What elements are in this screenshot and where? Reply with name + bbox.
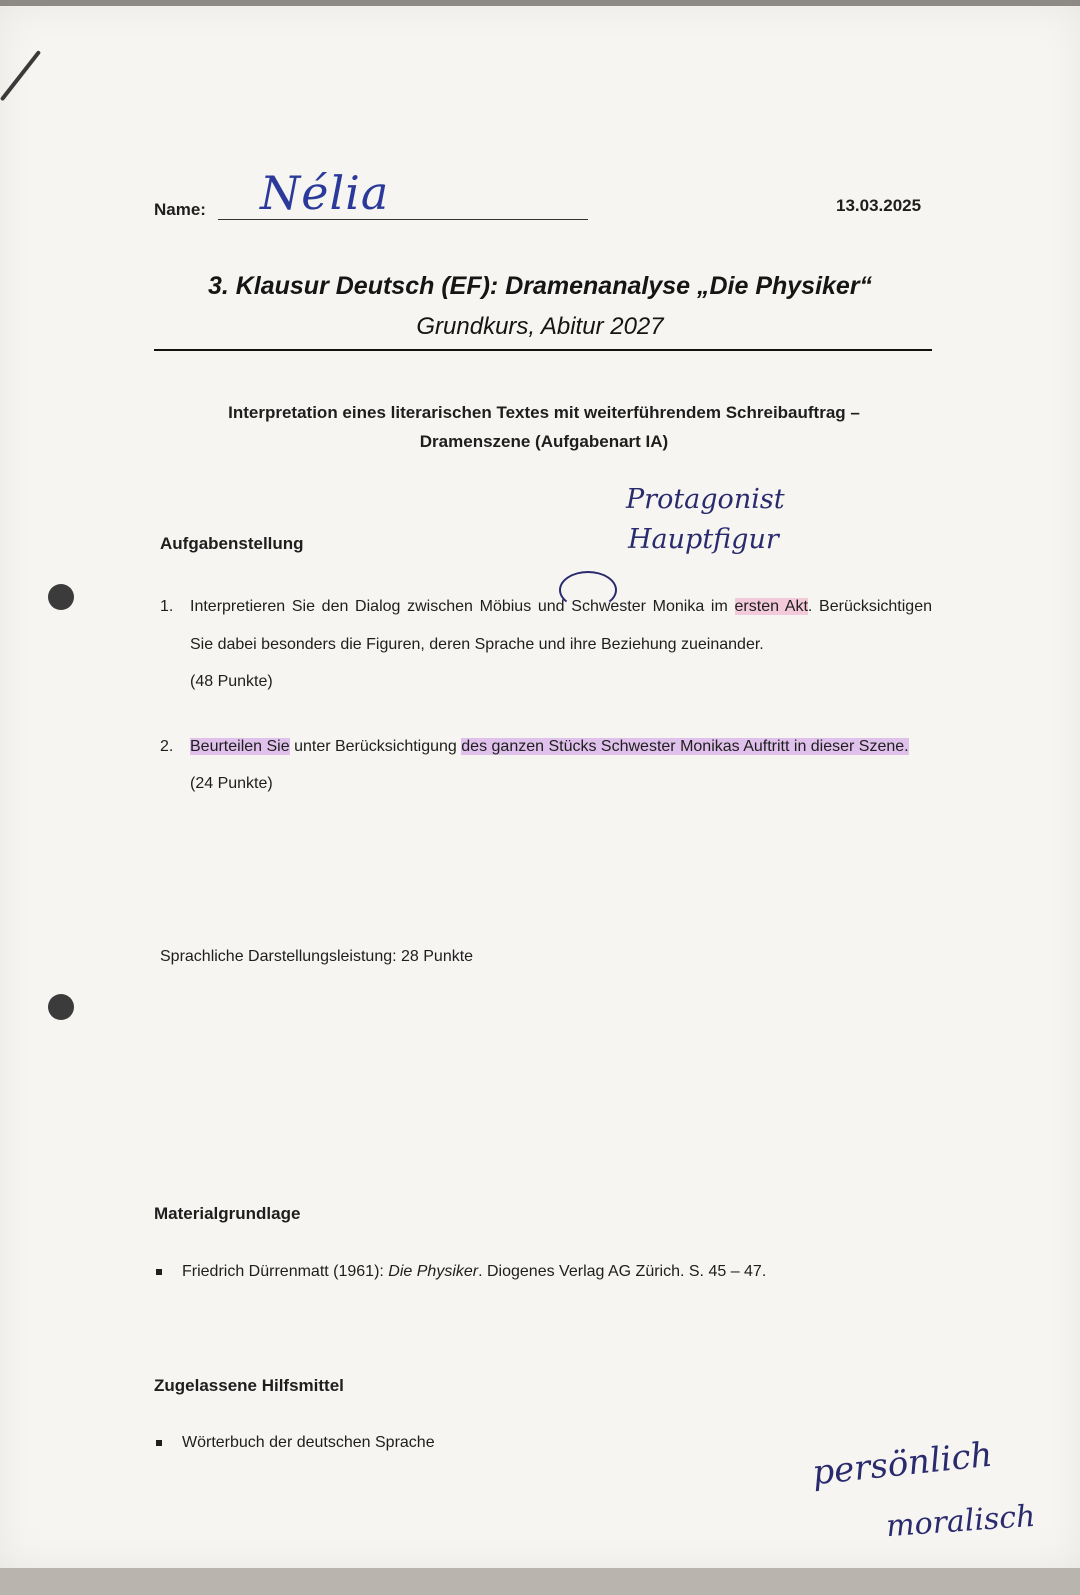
material-item	[156, 1263, 766, 1281]
bullet	[156, 1269, 162, 1275]
task-text: Interpretieren Sie den Dialog zwischen Möbius und Schwester Monika im	[190, 598, 735, 615]
highlight-pink: ersten Akt	[734, 598, 808, 615]
task-1	[160, 588, 932, 700]
bullet	[156, 1440, 162, 1446]
hilfsmittel-text: Wörterbuch der deutschen Sprache	[182, 1434, 435, 1451]
handwritten-note-protagonist: Protagonist	[626, 484, 785, 515]
hilfsmittel-heading: Zugelassene Hilfsmittel	[154, 1376, 344, 1395]
task-type-line2: Dramenszene (Aufgabenart IA)	[419, 432, 669, 451]
margin-note-persoenlich: persönlich	[810, 1434, 995, 1494]
task-list	[160, 588, 932, 802]
pencil-mark	[0, 50, 41, 101]
exam-date: 13.03.2025	[836, 196, 922, 215]
material-author: Friedrich Dürrenmatt (1961):	[182, 1263, 389, 1280]
task-text: unter Berücksichtigung	[289, 738, 462, 755]
sprachliche-leistung: Sprachliche Darstellungsleistung: 28 Punkte	[160, 948, 474, 965]
highlight-purple: Beurteilen Sie	[190, 738, 290, 755]
task-text: . Berücksichtigen Sie dabei besonders die Figuren, deren Sprache und ihre Beziehung zueinander.	[190, 598, 933, 653]
task-number: 1.	[160, 598, 174, 615]
punch-hole-bottom	[48, 994, 74, 1020]
hilfsmittel-item	[156, 1434, 435, 1452]
task-type	[154, 398, 934, 456]
material-work: Die Physiker	[388, 1263, 479, 1280]
highlight-purple: des ganzen Stücks Schwester Monikas Auftritt in dieser Szene.	[461, 738, 909, 755]
task-type-line1: Interpretation eines literarischen Textes mit weiterführendem Schreibauftrag –	[228, 403, 860, 422]
title-rule	[154, 349, 932, 351]
task-points: (48 Punkte)	[190, 673, 273, 690]
materialgrundlage-heading: Materialgrundlage	[154, 1204, 301, 1223]
material-rest: . Diogenes Verlag AG Zürich. S. 45 – 47.	[478, 1263, 767, 1280]
margin-note-moralisch: moralisch	[884, 1498, 1037, 1545]
punch-hole-top	[48, 584, 74, 610]
exam-subtitle: Grundkurs, Abitur 2027	[416, 313, 664, 340]
task-points: (24 Punkte)	[190, 775, 273, 792]
exam-title: 3. Klausur Deutsch (EF): Dramenanalyse „Die Physiker“	[207, 272, 873, 300]
exam-sheet	[0, 6, 1080, 1568]
name-handwritten: Nélia	[260, 166, 390, 220]
handwritten-note-hauptfigur: Hauptfigur	[628, 524, 779, 555]
aufgabenstellung-heading: Aufgabenstellung	[160, 534, 304, 553]
name-label: Name:	[154, 200, 206, 219]
task-2	[160, 728, 932, 802]
task-number: 2.	[160, 738, 174, 755]
